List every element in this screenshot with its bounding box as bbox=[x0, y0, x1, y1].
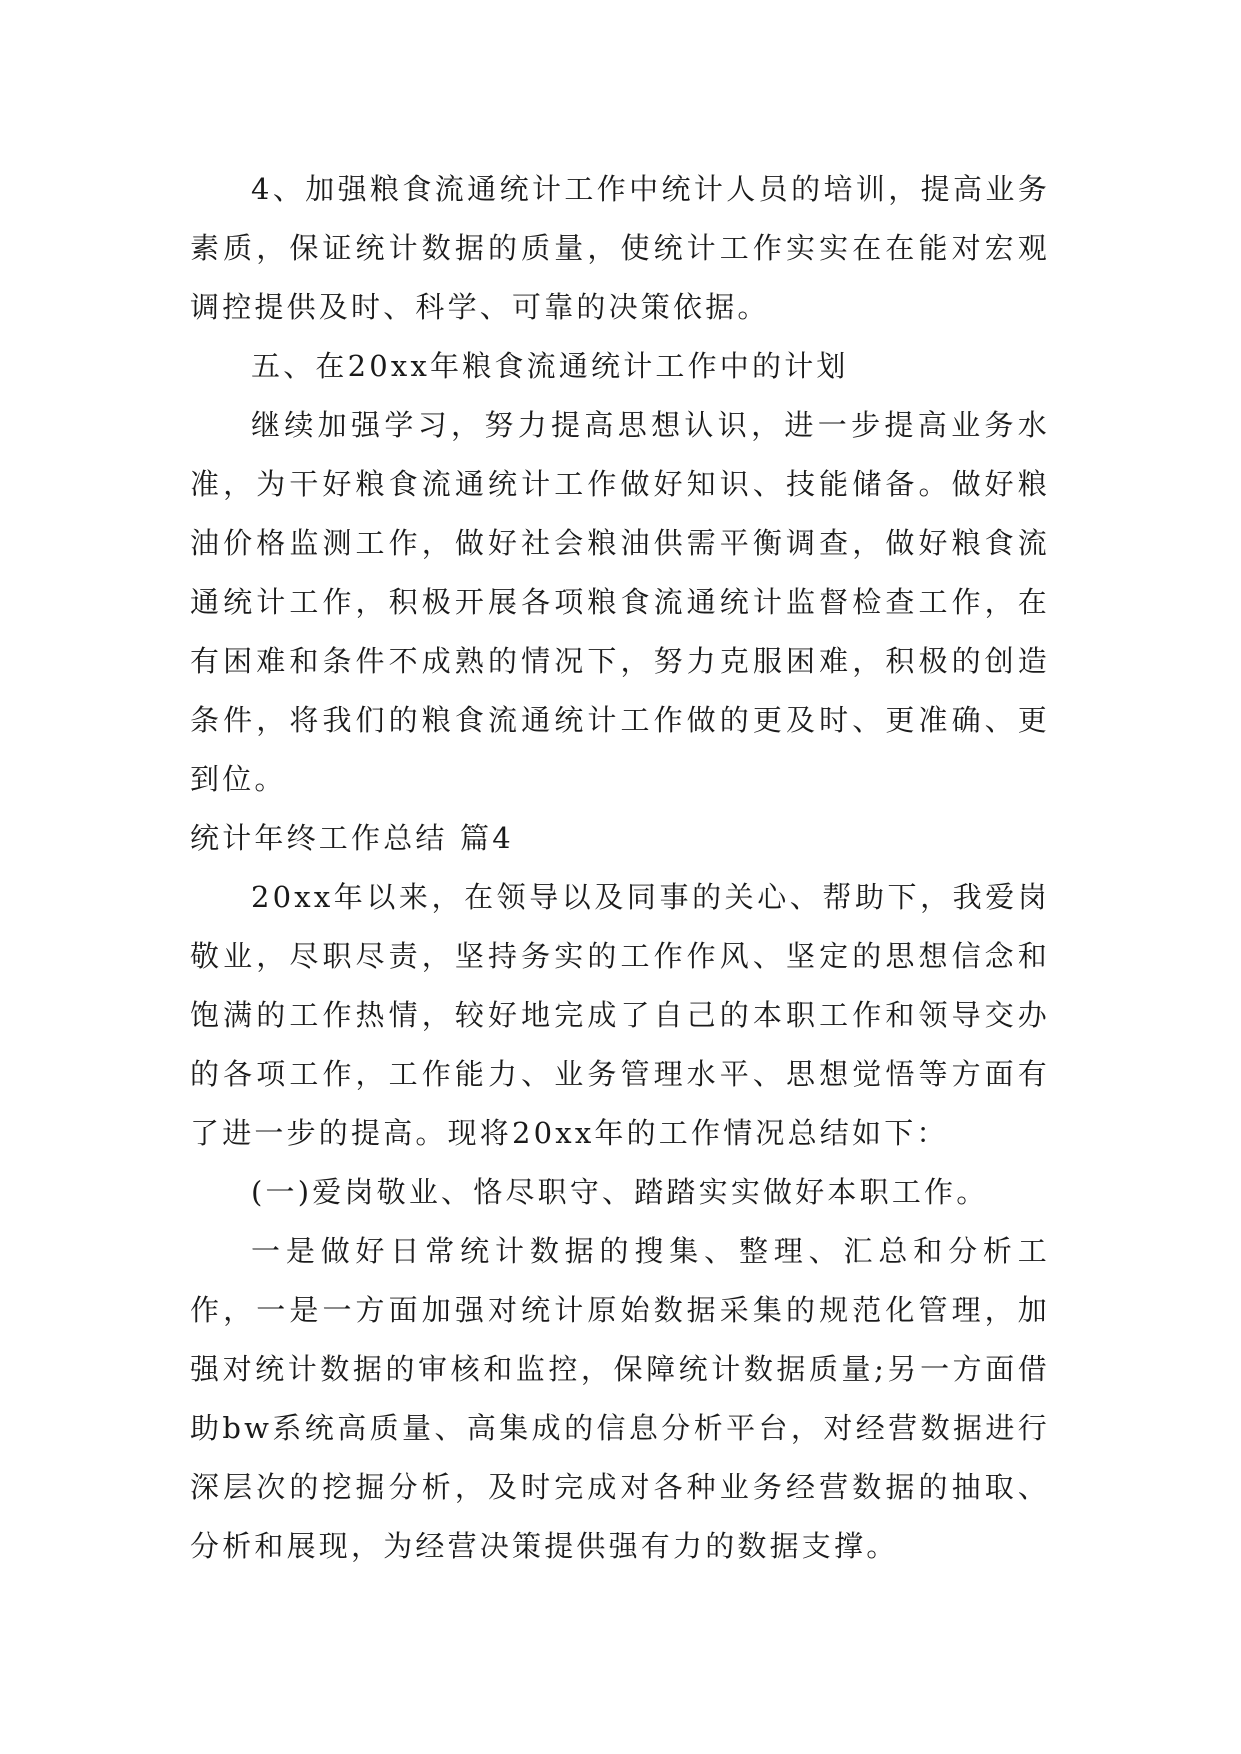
paragraph-plan: 继续加强学习，努力提高思想认识，进一步提高业务水准，为干好粮食流通统计工作做好知识、技能储备。做好粮油价格监测工作，做好社会粮油供需平衡调查，做好粮食流通统计工作，积极开展各项粮食流通统计监督检查工作，在有困难和条件不成熟的情况下，努力克服困难，积极的创造条件，将我们的粮食流通统计工作做的更及时、更准确、更到位。 bbox=[190, 408, 1050, 796]
paragraph-training: 4、加强粮食流通统计工作中统计人员的培训，提高业务素质，保证统计数据的质量，使统计工作实实在在能对宏观调控提供及时、科学、可靠的决策依据。 bbox=[190, 172, 1050, 324]
paragraph-data-work: 一是做好日常统计数据的搜集、整理、汇总和分析工作，一是一方面加强对统计原始数据采集的规范化管理，加强对统计数据的审核和监控，保障统计数据质量;另一方面借助bw系统高质量、高集成的信息分析平台，对经营数据进行深层次的挖掘分析，及时完成对各种业务经营数据的抽取、分析和展现，为经营决策提供强有力的数据支撑。 bbox=[190, 1234, 1050, 1563]
subsection-heading-1: (一)爱岗敬业、恪尽职守、踏踏实实做好本职工作。 bbox=[251, 1175, 989, 1209]
paragraph-intro: 20xx年以来，在领导以及同事的关心、帮助下，我爱岗敬业，尽职尽责，坚持务实的工作作风、坚定的思想信念和饱满的工作热情，较好地完成了自己的本职工作和领导交办的各项工作，工作能力、业务管理水平、思想觉悟等方面有了进一步的提高。现将20xx年的工作情况总结如下： bbox=[190, 880, 1050, 1150]
section-heading-plan: 五、在20xx年粮食流通统计工作中的计划 bbox=[251, 349, 849, 383]
article-heading: 统计年终工作总结 篇4 bbox=[190, 821, 514, 855]
document-body bbox=[190, 160, 1050, 1576]
